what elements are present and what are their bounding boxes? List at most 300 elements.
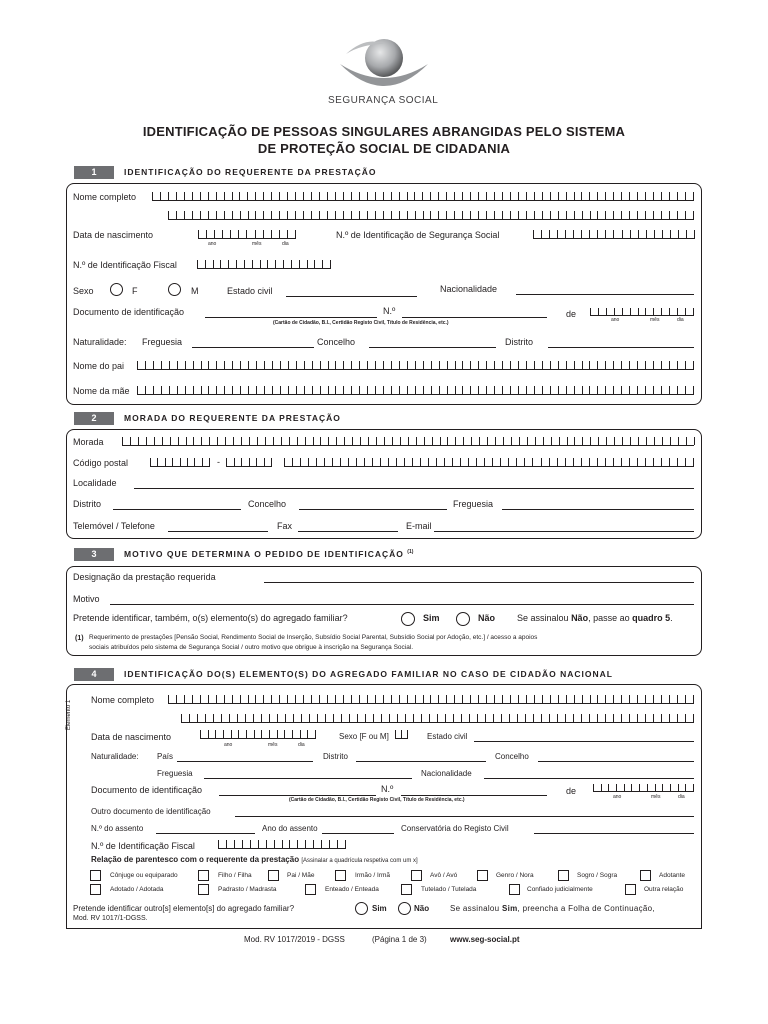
char-cell[interactable] — [223, 730, 231, 738]
char-cell[interactable] — [233, 437, 241, 445]
char-cell[interactable] — [327, 192, 335, 200]
char-cell[interactable] — [478, 361, 486, 369]
char-cell[interactable] — [630, 308, 638, 315]
char-cell[interactable] — [161, 361, 169, 369]
char-cell[interactable] — [261, 730, 269, 738]
el-nif-field[interactable] — [218, 840, 346, 849]
char-cell[interactable] — [399, 386, 407, 394]
char-cell[interactable] — [351, 192, 359, 200]
char-cell[interactable] — [686, 437, 695, 445]
el-pais-field[interactable] — [177, 761, 313, 762]
char-cell[interactable] — [670, 437, 678, 445]
char-cell[interactable] — [162, 437, 170, 445]
el-nome-completo-field-2[interactable] — [181, 714, 694, 723]
char-cell[interactable] — [321, 840, 329, 848]
char-cell[interactable] — [296, 361, 304, 369]
el-concelho-field[interactable] — [538, 761, 694, 762]
char-cell[interactable] — [289, 840, 297, 848]
char-cell[interactable] — [645, 192, 653, 200]
char-cell[interactable] — [605, 361, 613, 369]
char-cell[interactable] — [185, 361, 193, 369]
char-cell[interactable] — [677, 308, 685, 315]
char-cell[interactable] — [614, 437, 622, 445]
codigo-postal-field-1[interactable] — [150, 458, 210, 467]
el-nome-completo-field-1[interactable] — [168, 695, 694, 704]
char-cell[interactable] — [234, 458, 242, 466]
char-cell[interactable] — [653, 192, 661, 200]
char-cell[interactable] — [399, 695, 407, 703]
char-cell[interactable] — [287, 211, 295, 219]
char-cell[interactable] — [486, 386, 494, 394]
char-cell[interactable] — [317, 714, 325, 722]
char-cell[interactable] — [152, 192, 160, 200]
char-cell[interactable] — [231, 730, 239, 738]
char-cell[interactable] — [208, 386, 216, 394]
char-cell[interactable] — [446, 695, 454, 703]
char-cell[interactable] — [241, 458, 249, 466]
char-cell[interactable] — [469, 714, 477, 722]
char-cell[interactable] — [461, 714, 469, 722]
char-cell[interactable] — [486, 192, 494, 200]
char-cell[interactable] — [669, 211, 677, 219]
char-cell[interactable] — [297, 437, 305, 445]
char-cell[interactable] — [138, 437, 146, 445]
char-cell[interactable] — [557, 230, 565, 238]
char-cell[interactable] — [295, 211, 303, 219]
char-cell[interactable] — [624, 784, 632, 791]
el-doc-ident-field[interactable] — [219, 795, 376, 796]
char-cell[interactable] — [277, 730, 285, 738]
char-cell[interactable] — [375, 361, 383, 369]
char-cell[interactable] — [316, 458, 324, 466]
char-cell[interactable] — [336, 437, 344, 445]
char-cell[interactable] — [312, 386, 320, 394]
char-cell[interactable] — [279, 695, 287, 703]
char-cell[interactable] — [273, 437, 281, 445]
char-cell[interactable] — [364, 458, 372, 466]
char-cell[interactable] — [225, 437, 233, 445]
char-cell[interactable] — [232, 695, 240, 703]
char-cell[interactable] — [303, 211, 311, 219]
char-cell[interactable] — [622, 437, 630, 445]
char-cell[interactable] — [614, 308, 622, 315]
char-cell[interactable] — [621, 211, 629, 219]
char-cell[interactable] — [176, 211, 184, 219]
char-cell[interactable] — [669, 361, 677, 369]
char-cell[interactable] — [685, 714, 694, 722]
char-cell[interactable] — [534, 386, 542, 394]
char-cell[interactable] — [470, 361, 478, 369]
char-cell[interactable] — [566, 695, 574, 703]
char-cell[interactable] — [376, 437, 384, 445]
char-cell[interactable] — [257, 437, 265, 445]
char-cell[interactable] — [360, 437, 368, 445]
char-cell[interactable] — [550, 192, 558, 200]
char-cell[interactable] — [557, 714, 565, 722]
char-cell[interactable] — [391, 361, 399, 369]
el-nacionalidade-field[interactable] — [484, 778, 694, 779]
char-cell[interactable] — [333, 714, 341, 722]
char-cell[interactable] — [420, 458, 428, 466]
char-cell[interactable] — [608, 784, 616, 791]
char-cell[interactable] — [213, 714, 221, 722]
char-cell[interactable] — [399, 361, 407, 369]
char-cell[interactable] — [216, 192, 224, 200]
char-cell[interactable] — [375, 386, 383, 394]
char-cell[interactable] — [349, 714, 357, 722]
char-cell[interactable] — [637, 211, 645, 219]
char-cell[interactable] — [510, 386, 518, 394]
char-cell[interactable] — [232, 192, 240, 200]
char-cell[interactable] — [322, 260, 331, 268]
char-cell[interactable] — [685, 458, 694, 466]
char-cell[interactable] — [192, 211, 200, 219]
char-cell[interactable] — [240, 695, 248, 703]
char-cell[interactable] — [565, 230, 573, 238]
char-cell[interactable] — [208, 695, 216, 703]
char-cell[interactable] — [534, 211, 542, 219]
char-cell[interactable] — [638, 230, 646, 238]
char-cell[interactable] — [669, 192, 677, 200]
char-cell[interactable] — [526, 695, 534, 703]
char-cell[interactable] — [533, 230, 541, 238]
char-cell[interactable] — [146, 437, 154, 445]
char-cell[interactable] — [213, 260, 221, 268]
char-cell[interactable] — [304, 361, 312, 369]
char-cell[interactable] — [412, 458, 420, 466]
char-cell[interactable] — [558, 211, 566, 219]
char-cell[interactable] — [574, 386, 582, 394]
char-cell[interactable] — [189, 714, 197, 722]
char-cell[interactable] — [248, 386, 256, 394]
char-cell[interactable] — [145, 386, 153, 394]
char-cell[interactable] — [613, 230, 621, 238]
char-cell[interactable] — [621, 458, 629, 466]
telemovel-field[interactable] — [168, 531, 268, 532]
char-cell[interactable] — [597, 230, 605, 238]
rel-checkbox-adotado[interactable] — [90, 884, 101, 895]
char-cell[interactable] — [542, 192, 550, 200]
char-cell[interactable] — [468, 458, 476, 466]
char-cell[interactable] — [246, 230, 254, 238]
char-cell[interactable] — [573, 714, 581, 722]
char-cell[interactable] — [661, 458, 669, 466]
char-cell[interactable] — [645, 361, 653, 369]
char-cell[interactable] — [319, 695, 327, 703]
char-cell[interactable] — [574, 695, 582, 703]
char-cell[interactable] — [328, 386, 336, 394]
char-cell[interactable] — [157, 458, 164, 466]
char-cell[interactable] — [344, 437, 352, 445]
char-cell[interactable] — [534, 192, 542, 200]
char-cell[interactable] — [242, 840, 250, 848]
char-cell[interactable] — [630, 230, 638, 238]
char-cell[interactable] — [168, 192, 176, 200]
char-cell[interactable] — [485, 714, 493, 722]
char-cell[interactable] — [605, 695, 613, 703]
char-cell[interactable] — [248, 211, 256, 219]
char-cell[interactable] — [670, 784, 678, 791]
char-cell[interactable] — [589, 361, 597, 369]
char-cell[interactable] — [655, 784, 663, 791]
char-cell[interactable] — [502, 192, 510, 200]
char-cell[interactable] — [593, 784, 601, 791]
char-cell[interactable] — [254, 730, 262, 738]
char-cell[interactable] — [176, 192, 184, 200]
char-cell[interactable] — [198, 230, 206, 238]
pretende-sim-radio[interactable] — [401, 612, 415, 626]
char-cell[interactable] — [391, 192, 399, 200]
char-cell[interactable] — [292, 458, 300, 466]
char-cell[interactable] — [229, 714, 237, 722]
char-cell[interactable] — [574, 192, 582, 200]
char-cell[interactable] — [455, 437, 463, 445]
char-cell[interactable] — [494, 386, 502, 394]
char-cell[interactable] — [359, 192, 367, 200]
char-cell[interactable] — [500, 458, 508, 466]
rel-checkbox-genro[interactable] — [477, 870, 488, 881]
char-cell[interactable] — [383, 211, 391, 219]
char-cell[interactable] — [605, 458, 613, 466]
char-cell[interactable] — [337, 840, 346, 848]
char-cell[interactable] — [454, 695, 462, 703]
char-cell[interactable] — [168, 211, 176, 219]
char-cell[interactable] — [502, 361, 510, 369]
char-cell[interactable] — [613, 714, 621, 722]
char-cell[interactable] — [367, 211, 375, 219]
char-cell[interactable] — [247, 192, 255, 200]
distrito-field-2[interactable] — [113, 509, 241, 510]
char-cell[interactable] — [324, 458, 332, 466]
char-cell[interactable] — [630, 437, 638, 445]
char-cell[interactable] — [452, 458, 460, 466]
sexo-f-radio[interactable] — [110, 283, 123, 296]
char-cell[interactable] — [288, 386, 296, 394]
char-cell[interactable] — [169, 386, 177, 394]
char-cell[interactable] — [365, 714, 373, 722]
char-cell[interactable] — [422, 192, 430, 200]
char-cell[interactable] — [279, 211, 287, 219]
char-cell[interactable] — [299, 260, 307, 268]
char-cell[interactable] — [542, 695, 550, 703]
char-cell[interactable] — [566, 192, 574, 200]
char-cell[interactable] — [462, 361, 470, 369]
char-cell[interactable] — [597, 695, 605, 703]
char-cell[interactable] — [423, 361, 431, 369]
char-cell[interactable] — [484, 458, 492, 466]
char-cell[interactable] — [150, 458, 157, 466]
char-cell[interactable] — [263, 230, 271, 238]
char-cell[interactable] — [677, 211, 685, 219]
char-cell[interactable] — [194, 458, 201, 466]
char-cell[interactable] — [249, 437, 257, 445]
char-cell[interactable] — [423, 695, 431, 703]
char-cell[interactable] — [549, 230, 557, 238]
char-cell[interactable] — [439, 386, 447, 394]
char-cell[interactable] — [445, 714, 453, 722]
char-cell[interactable] — [192, 695, 200, 703]
char-cell[interactable] — [253, 714, 261, 722]
char-cell[interactable] — [677, 714, 685, 722]
char-cell[interactable] — [645, 695, 653, 703]
char-cell[interactable] — [407, 695, 415, 703]
char-cell[interactable] — [208, 192, 216, 200]
char-cell[interactable] — [589, 386, 597, 394]
char-cell[interactable] — [201, 386, 209, 394]
char-cell[interactable] — [368, 437, 376, 445]
char-cell[interactable] — [256, 386, 264, 394]
char-cell[interactable] — [407, 361, 415, 369]
el-sexo-field[interactable] — [395, 730, 408, 739]
char-cell[interactable] — [437, 714, 445, 722]
char-cell[interactable] — [510, 695, 518, 703]
char-cell[interactable] — [677, 386, 685, 394]
char-cell[interactable] — [209, 437, 217, 445]
char-cell[interactable] — [440, 437, 448, 445]
char-cell[interactable] — [216, 695, 224, 703]
char-cell[interactable] — [558, 192, 566, 200]
el-ano-assento-field[interactable] — [322, 833, 394, 834]
char-cell[interactable] — [430, 192, 438, 200]
char-cell[interactable] — [307, 730, 316, 738]
char-cell[interactable] — [255, 230, 263, 238]
char-cell[interactable] — [447, 437, 455, 445]
char-cell[interactable] — [653, 211, 661, 219]
char-cell[interactable] — [266, 840, 274, 848]
char-cell[interactable] — [272, 361, 280, 369]
char-cell[interactable] — [424, 437, 432, 445]
char-cell[interactable] — [312, 361, 320, 369]
char-cell[interactable] — [396, 458, 404, 466]
char-cell[interactable] — [428, 458, 436, 466]
char-cell[interactable] — [248, 695, 256, 703]
char-cell[interactable] — [202, 458, 210, 466]
char-cell[interactable] — [550, 386, 558, 394]
char-cell[interactable] — [423, 386, 431, 394]
char-cell[interactable] — [320, 386, 328, 394]
freguesia-field-2[interactable] — [502, 509, 694, 510]
char-cell[interactable] — [444, 458, 452, 466]
char-cell[interactable] — [518, 695, 526, 703]
char-cell[interactable] — [275, 260, 283, 268]
el-conservatoria-field[interactable] — [534, 833, 694, 834]
char-cell[interactable] — [621, 192, 629, 200]
char-cell[interactable] — [269, 730, 277, 738]
char-cell[interactable] — [303, 695, 311, 703]
char-cell[interactable] — [246, 730, 254, 738]
char-cell[interactable] — [287, 695, 295, 703]
nacionalidade-field[interactable] — [516, 294, 694, 295]
char-cell[interactable] — [654, 230, 662, 238]
char-cell[interactable] — [335, 361, 343, 369]
char-cell[interactable] — [373, 714, 381, 722]
char-cell[interactable] — [413, 714, 421, 722]
char-cell[interactable] — [205, 714, 213, 722]
char-cell[interactable] — [255, 192, 263, 200]
char-cell[interactable] — [447, 361, 455, 369]
char-cell[interactable] — [509, 714, 517, 722]
char-cell[interactable] — [343, 211, 351, 219]
char-cell[interactable] — [192, 192, 200, 200]
char-cell[interactable] — [476, 458, 484, 466]
char-cell[interactable] — [470, 211, 478, 219]
char-cell[interactable] — [261, 714, 269, 722]
char-cell[interactable] — [288, 361, 296, 369]
char-cell[interactable] — [510, 192, 518, 200]
char-cell[interactable] — [518, 361, 526, 369]
char-cell[interactable] — [645, 714, 653, 722]
char-cell[interactable] — [502, 211, 510, 219]
el-pretende-sim-radio[interactable] — [355, 902, 368, 915]
char-cell[interactable] — [566, 211, 574, 219]
char-cell[interactable] — [311, 211, 319, 219]
char-cell[interactable] — [184, 192, 192, 200]
char-cell[interactable] — [677, 695, 685, 703]
char-cell[interactable] — [218, 840, 226, 848]
doc-numero-field[interactable] — [402, 317, 547, 318]
sexo-m-radio[interactable] — [168, 283, 181, 296]
char-cell[interactable] — [282, 840, 290, 848]
char-cell[interactable] — [291, 260, 299, 268]
char-cell[interactable] — [255, 211, 263, 219]
char-cell[interactable] — [335, 192, 343, 200]
char-cell[interactable] — [678, 784, 686, 791]
char-cell[interactable] — [429, 714, 437, 722]
char-cell[interactable] — [430, 695, 438, 703]
char-cell[interactable] — [415, 211, 423, 219]
rel-checkbox-conjuge[interactable] — [90, 870, 101, 881]
rel-checkbox-padrasto[interactable] — [198, 884, 209, 895]
char-cell[interactable] — [582, 386, 590, 394]
char-cell[interactable] — [621, 361, 629, 369]
char-cell[interactable] — [269, 714, 277, 722]
char-cell[interactable] — [265, 437, 273, 445]
char-cell[interactable] — [289, 437, 297, 445]
char-cell[interactable] — [304, 386, 312, 394]
char-cell[interactable] — [637, 386, 645, 394]
char-cell[interactable] — [430, 211, 438, 219]
char-cell[interactable] — [605, 211, 613, 219]
estado-civil-field[interactable] — [286, 296, 417, 297]
doc-ident-field[interactable] — [205, 317, 377, 318]
char-cell[interactable] — [343, 361, 351, 369]
nome-pai-field[interactable] — [137, 361, 694, 370]
char-cell[interactable] — [685, 211, 694, 219]
char-cell[interactable] — [616, 784, 624, 791]
char-cell[interactable] — [249, 458, 257, 466]
char-cell[interactable] — [256, 458, 264, 466]
concelho-field-2[interactable] — [299, 509, 447, 510]
char-cell[interactable] — [661, 211, 669, 219]
char-cell[interactable] — [432, 437, 440, 445]
char-cell[interactable] — [160, 192, 168, 200]
char-cell[interactable] — [328, 361, 336, 369]
char-cell[interactable] — [669, 458, 677, 466]
char-cell[interactable] — [287, 230, 296, 238]
char-cell[interactable] — [340, 458, 348, 466]
char-cell[interactable] — [137, 361, 145, 369]
char-cell[interactable] — [470, 695, 478, 703]
char-cell[interactable] — [296, 386, 304, 394]
char-cell[interactable] — [661, 308, 669, 315]
char-cell[interactable] — [295, 695, 303, 703]
char-cell[interactable] — [622, 308, 630, 315]
char-cell[interactable] — [597, 458, 605, 466]
char-cell[interactable] — [685, 386, 694, 394]
char-cell[interactable] — [605, 192, 613, 200]
char-cell[interactable] — [375, 211, 383, 219]
char-cell[interactable] — [423, 211, 431, 219]
